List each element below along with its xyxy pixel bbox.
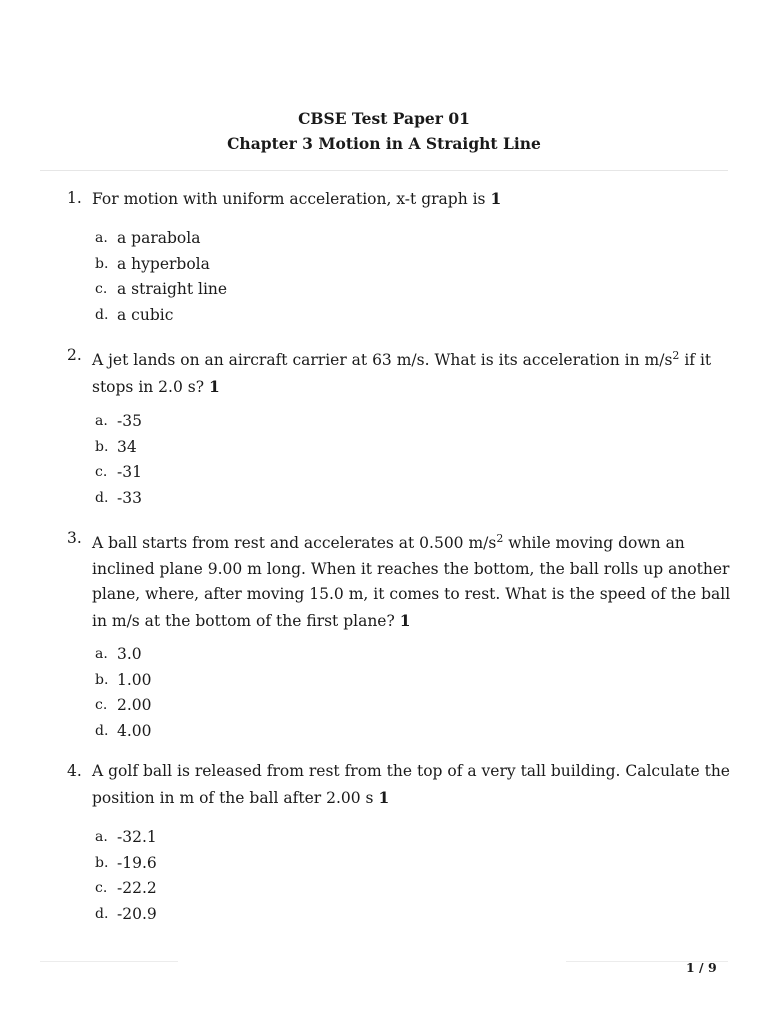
options-list	[0, 226, 768, 328]
question-text: A jet lands on an aircraft carrier at 63 m/s. What is its acceleration in $m/s^2$ if it stops in 2.0 s? 1	[92, 349, 712, 396]
page-number: 1 / 9	[686, 960, 717, 975]
option-a: a. a parabola	[95, 229, 201, 247]
question-number: 2.	[67, 346, 82, 364]
options-list	[0, 642, 768, 744]
question-number: 4.	[67, 762, 82, 780]
option-d: d. 4.00	[95, 721, 152, 740]
option-c: c. a straight line	[95, 280, 228, 298]
unit-expression: $m/s^2$	[468, 532, 504, 553]
marks: 1	[208, 376, 220, 396]
question-number: 1.	[67, 189, 82, 207]
option-c: c. -22.2	[95, 879, 157, 897]
option-c: c. 2.00	[95, 696, 152, 714]
marks: 1	[399, 610, 411, 630]
marks: 1	[378, 787, 390, 807]
option-a: a. 3.0	[95, 645, 142, 663]
question-text: For motion with uniform acceleration, x-t graph is 1	[92, 189, 502, 208]
unit-expression: $m/s^2$	[644, 349, 680, 370]
options-list	[0, 825, 768, 927]
document-header	[0, 106, 768, 156]
options-list	[0, 409, 768, 511]
option-a: a. -32.1	[95, 828, 157, 846]
question-text: A ball starts from rest and accelerates at 0.500 $m/s^2$ while moving down an inclined plane 9.00 m long. When it reaches the bottom, the ball rolls up another plane, where, after moving 15.0 m, it comes to rest. What is the speed of the ball in m/s at the bottom of the first plane? 1	[92, 532, 731, 630]
option-d: d. -33	[95, 488, 142, 507]
option-d: d. a cubic	[95, 305, 174, 324]
option-b: b. -19.6	[95, 853, 157, 872]
footer-divider-left	[40, 961, 178, 962]
question-text: A golf ball is released from rest from the top of a very tall building. Calculate the position in m of the ball after 2.00 s 1	[92, 762, 730, 807]
header-divider	[40, 170, 728, 171]
option-a: a. -35	[95, 412, 142, 430]
paper-title: CBSE Test Paper 01	[298, 109, 470, 128]
option-c: c. -31	[95, 463, 142, 481]
question-number: 3.	[67, 529, 82, 547]
option-d: d. -20.9	[95, 904, 157, 923]
chapter-title: Chapter 3 Motion in A Straight Line	[227, 134, 541, 153]
option-b: b. a hyperbola	[95, 254, 210, 273]
option-b: b. 34	[95, 437, 137, 456]
option-b: b. 1.00	[95, 670, 152, 689]
marks: 1	[490, 189, 502, 208]
